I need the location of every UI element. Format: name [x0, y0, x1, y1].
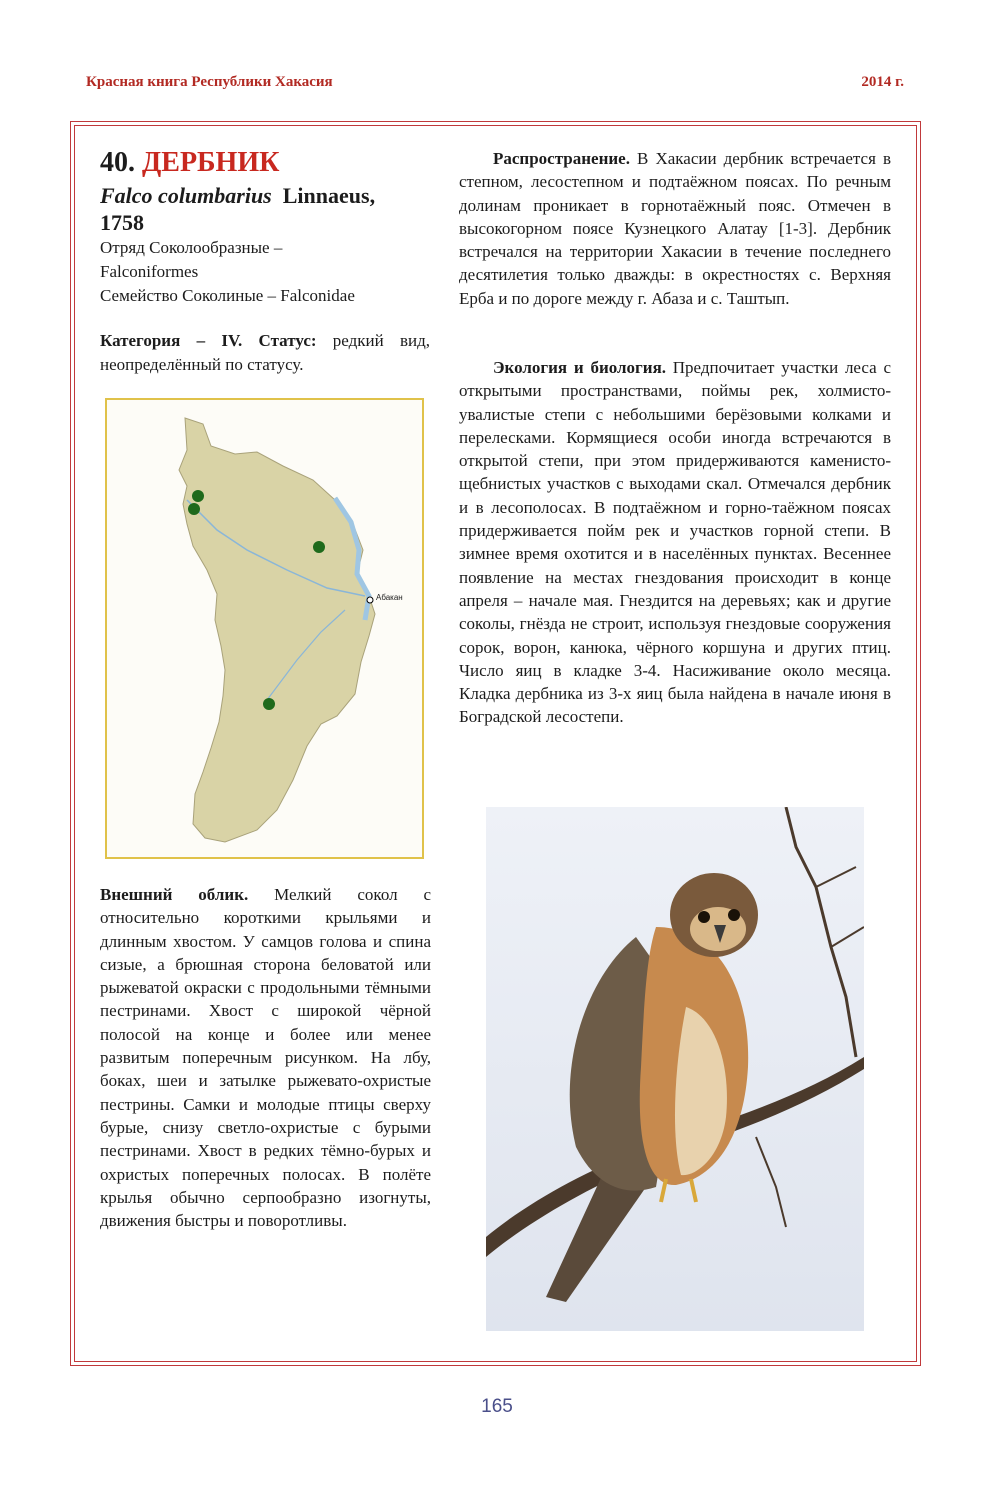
twig: [831, 927, 864, 947]
ecology-text: Предпочитает участки леса с открытыми пространствами, поймы рек, холмисто-увалистые степи с небольшими берёзовыми колками и перелесками. Кормящиеся особи иногда встречаются в открытой степи, при этом придерживаются каменисто-щебнистых участков с выходами скал. Отмечался дербник и в лесополосах. В подтаёжном и горно-таёжном поясах придерживается пойм рек и участков горной степи. В зимнее время охотится и в населённых пунктах. Весеннее появление на местах гнездования происходит в конце апреля – начале мая. Гнездится на деревьях; как и другие соколы, гнёзда не строит, используя гнездовые сооружения сорок, ворон, канюка, чёрного коршуна и других птиц. Число яиц в кладке 3-4. Насиживание около месяца. Кладка дербника из 3-х яиц была найдена в начале июня в Боградской лесостепи.: [459, 358, 891, 727]
distribution-map: [105, 398, 424, 859]
twig: [786, 807, 856, 1057]
page-number: 165: [481, 1396, 513, 1417]
sighting-point: [192, 490, 204, 502]
ecology-section: [459, 356, 891, 729]
ecology-title: Экология и биология.: [493, 358, 667, 377]
bird-eye: [728, 909, 740, 921]
latin-author: Linnaeus, 1758: [100, 183, 376, 235]
bird-eye: [698, 911, 710, 923]
order-line-1: Отряд Соколообразные –: [100, 238, 283, 257]
category-label: Категория – IV. Статус:: [100, 331, 317, 350]
edition-year: 2014 г.: [861, 74, 904, 90]
sighting-point: [263, 698, 275, 710]
appearance-section: [100, 883, 431, 1232]
sighting-point: [313, 541, 325, 553]
taxonomy: [100, 236, 430, 308]
abakan-label: Абакан: [376, 593, 403, 602]
category-status: [100, 329, 430, 377]
book-title: Красная книга Республики Хакасия: [86, 74, 333, 90]
distribution-text: В Хакасии дербник встречается в степном, лесостепном и подтаёжном поясах. По речным долинам проникает в горнотаёжный пояс. Отмечен в высокогорном поясе Кузнецкого Алатау [1-3]. Дербник встречался на территории Хакасии в течение последнего десятилетия только дважды: в окрестностях с. Верхняя Ерба и по дороге между г. Абаза и с. Таштып.: [459, 149, 891, 308]
merlin-photo: [486, 807, 864, 1331]
latin-name: Falco columbarius: [100, 183, 272, 208]
species-number: 40.: [100, 147, 135, 178]
latin-name-block: [100, 182, 420, 236]
category-text: редкий вид, неопределённый по статусу.: [100, 331, 431, 374]
appearance-title: Внешний облик.: [100, 885, 249, 904]
distribution-title: Распространение.: [493, 149, 630, 168]
appearance-text: Мелкий сокол с относительно короткими крыльями и длинным хвостом. У самцов голова и спина сизые, а брюшная сторона беловатой или рыжеватой окраски с продольными тёмными пестринами. Хвост с широкой чёрной полосой на конце и более или менее развитым поперечным рисунком. На лбу, боках, шеи и затылке рыжевато-охристые пестрины. Самки и молодые птицы сверху бурые, снизу светло-охристые с бурыми пестринами. Хвост в редких тёмно-бурых и охристых поперечных полосах. В полёте крылья обычно серпообразно изогнуты, движения быстры и поворотливы.: [100, 885, 431, 1231]
distribution-section: [459, 147, 891, 310]
abakan-marker: [367, 597, 373, 603]
region-shape: [179, 418, 375, 842]
order-line-2: Falconiformes: [100, 262, 199, 281]
twig: [816, 867, 856, 887]
sighting-point: [188, 503, 200, 515]
region-map-svg: [107, 400, 422, 857]
species-name: ДЕРБНИК: [142, 147, 280, 178]
family-line: Семейство Соколиные – Falconidae: [100, 286, 355, 305]
twig: [756, 1137, 786, 1227]
merlin-illustration: [486, 807, 864, 1331]
species-title: [100, 146, 279, 180]
